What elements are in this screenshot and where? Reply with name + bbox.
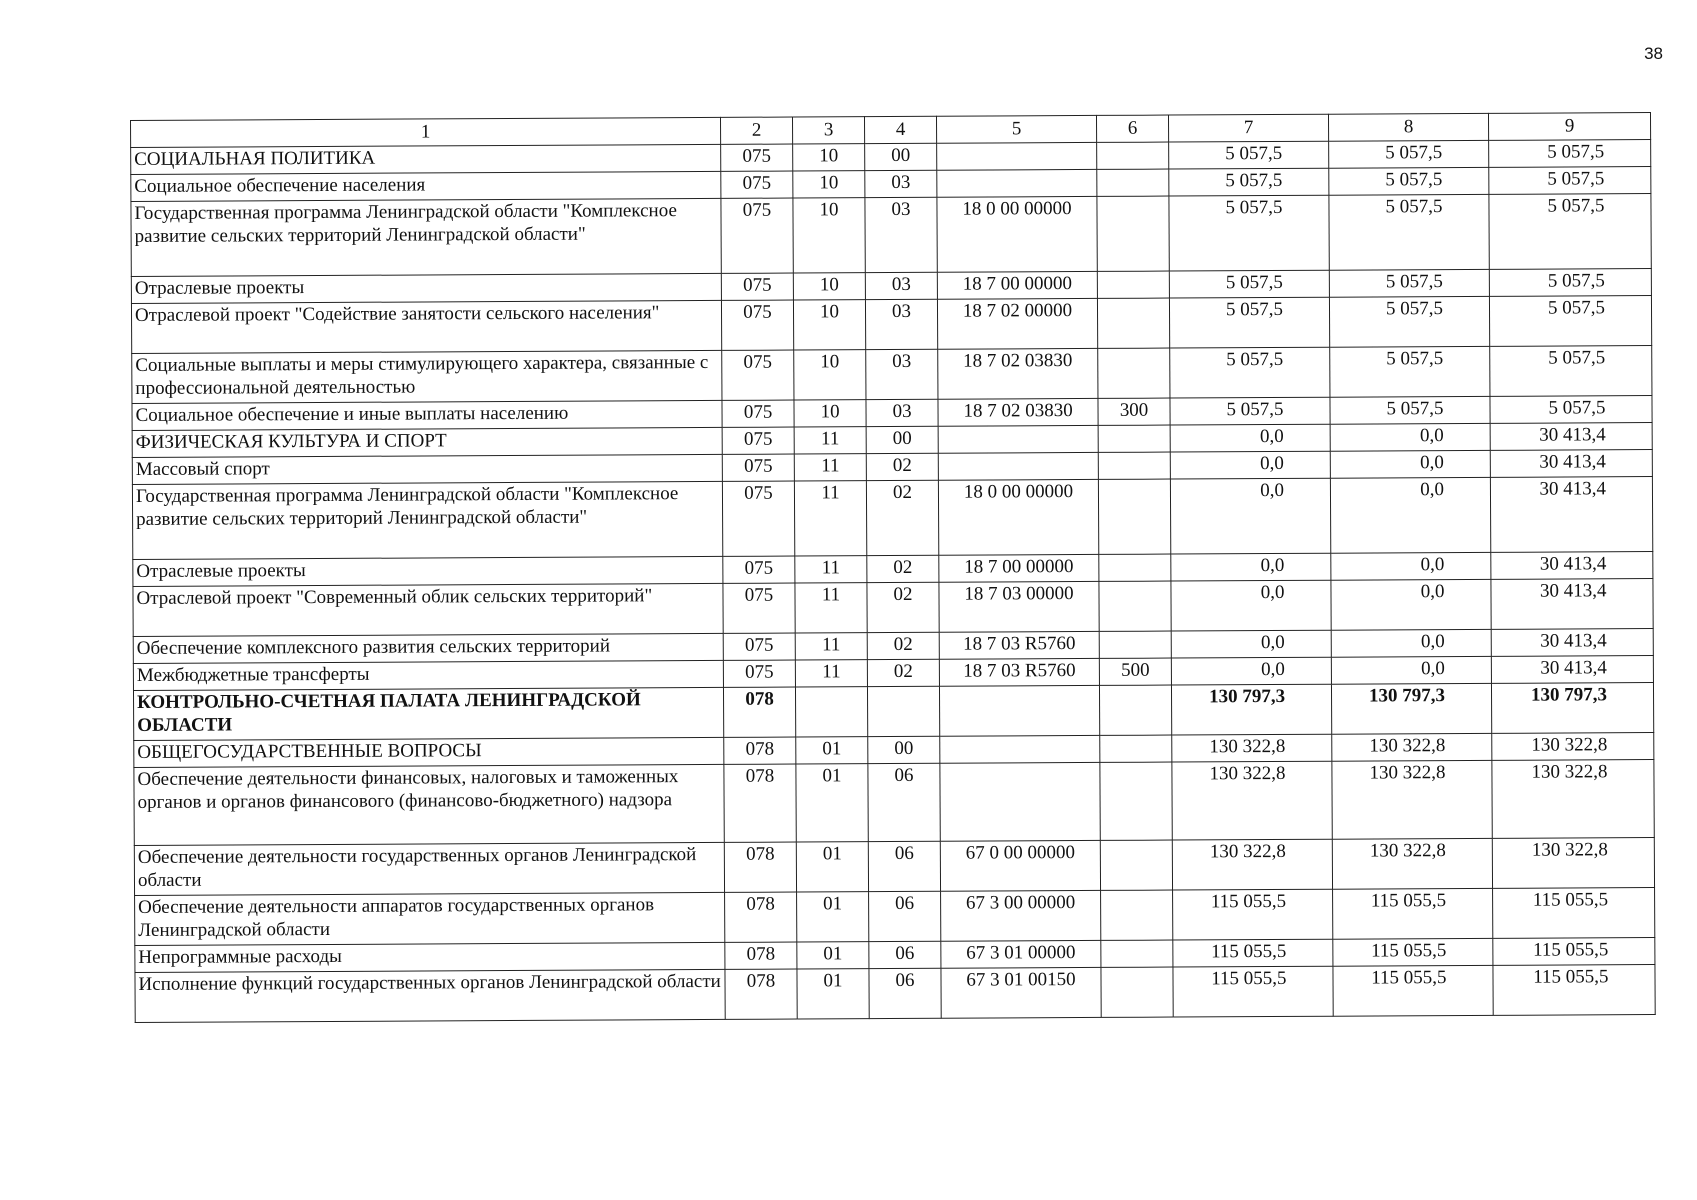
amount-col9-cell: 30 413,4 <box>1491 655 1653 683</box>
table-row <box>134 837 1654 895</box>
target-article-cell: 67 3 01 00150 <box>941 967 1101 1018</box>
target-article-cell: 18 7 03 R5760 <box>939 658 1099 686</box>
row-name-cell: Государственная программа Ленинградской области "Комплексное развитие сельских территорий Ленинградской области" <box>131 198 721 276</box>
subsection-cell: 00 <box>868 736 940 763</box>
ministry-code-cell: 075 <box>723 556 795 583</box>
amount-col9-cell: 30 413,4 <box>1490 422 1652 450</box>
section-cell: 11 <box>795 582 867 632</box>
amount-col8-cell: 5 057,5 <box>1329 269 1489 297</box>
section-cell: 10 <box>793 272 865 299</box>
target-article-cell: 18 7 02 03830 <box>938 348 1098 399</box>
amount-col9-cell: 130 797,3 <box>1491 682 1653 733</box>
expense-type-cell <box>1099 581 1171 631</box>
ministry-code-cell: 075 <box>723 633 795 660</box>
subsection-cell: 00 <box>866 426 938 453</box>
expense-type-cell <box>1099 631 1171 658</box>
amount-col7-cell: 5 057,5 <box>1169 195 1329 271</box>
section-cell: 01 <box>796 736 868 763</box>
amount-col8-cell: 5 057,5 <box>1329 296 1489 347</box>
expense-type-cell <box>1098 425 1170 452</box>
table-row <box>133 682 1653 740</box>
row-name-cell: Массовый спорт <box>132 454 722 484</box>
target-article-cell: 18 7 02 03830 <box>938 398 1098 426</box>
target-article-cell: 18 0 00 00000 <box>938 479 1098 555</box>
amount-col9-cell: 30 413,4 <box>1490 476 1652 552</box>
subsection-cell: 06 <box>869 968 941 1018</box>
expense-type-cell <box>1101 940 1173 967</box>
section-cell: 10 <box>793 170 865 197</box>
amount-col8-cell: 0,0 <box>1330 450 1490 478</box>
expense-type-cell <box>1099 685 1171 735</box>
subsection-cell: 02 <box>867 659 939 686</box>
ministry-code-cell: 075 <box>722 350 794 400</box>
row-name-cell: КОНТРОЛЬНО-СЧЕТНАЯ ПАЛАТА ЛЕНИНГРАДСКОЙ ОБЛАСТИ <box>133 687 723 740</box>
amount-col7-cell: 5 057,5 <box>1169 141 1329 169</box>
section-cell: 10 <box>793 299 865 349</box>
target-article-cell <box>937 142 1097 170</box>
table-row <box>132 476 1652 559</box>
expense-type-cell <box>1097 169 1169 196</box>
amount-col7-cell: 0,0 <box>1171 657 1331 685</box>
subsection-cell: 02 <box>867 555 939 582</box>
amount-col8-cell: 0,0 <box>1331 552 1491 580</box>
subsection-cell: 03 <box>865 299 937 349</box>
target-article-cell: 67 0 00 00000 <box>940 840 1100 891</box>
amount-col8-cell: 5 057,5 <box>1329 167 1489 195</box>
expense-type-cell: 300 <box>1098 398 1170 425</box>
target-article-cell: 18 7 00 00000 <box>939 554 1099 582</box>
column-header: 1 <box>131 117 721 147</box>
column-header: 5 <box>936 115 1096 143</box>
amount-col9-cell: 5 057,5 <box>1489 295 1651 346</box>
amount-col9-cell: 115 055,5 <box>1493 887 1655 938</box>
row-name-cell: Социальное обеспечение населения <box>131 171 721 201</box>
ministry-code-cell: 078 <box>724 764 796 842</box>
section-cell: 01 <box>797 968 869 1018</box>
section-cell: 01 <box>796 841 868 891</box>
amount-col7-cell: 115 055,5 <box>1173 966 1333 1017</box>
ministry-code-cell: 075 <box>722 400 794 427</box>
row-name-cell: Отраслевой проект "Содействие занятости сельского населения" <box>131 300 721 353</box>
row-name-cell: Обеспечение деятельности аппаратов государственных органов Ленинградской области <box>135 892 725 945</box>
target-article-cell: 18 7 00 00000 <box>937 271 1097 299</box>
amount-col7-cell: 115 055,5 <box>1173 889 1333 940</box>
target-article-cell: 18 7 03 R5760 <box>939 631 1099 659</box>
target-article-cell <box>940 735 1100 763</box>
column-header: 6 <box>1096 115 1168 142</box>
ministry-code-cell: 078 <box>725 942 797 969</box>
table-row <box>131 295 1651 353</box>
amount-col7-cell: 130 797,3 <box>1171 684 1331 735</box>
section-cell: 11 <box>794 453 866 480</box>
subsection-cell: 02 <box>866 480 938 555</box>
target-article-cell <box>938 425 1098 453</box>
subsection-cell: 03 <box>866 349 938 399</box>
ministry-code-cell: 075 <box>721 171 793 198</box>
amount-col7-cell: 5 057,5 <box>1169 168 1329 196</box>
ministry-code-cell: 075 <box>722 481 794 556</box>
ministry-code-cell: 075 <box>723 583 795 633</box>
subsection-cell: 03 <box>866 399 938 426</box>
amount-col9-cell: 30 413,4 <box>1491 628 1653 656</box>
expense-type-cell <box>1101 967 1173 1017</box>
row-name-cell: ФИЗИЧЕСКАЯ КУЛЬТУРА И СПОРТ <box>132 427 722 457</box>
ministry-code-cell: 075 <box>723 660 795 687</box>
amount-col8-cell: 115 055,5 <box>1333 888 1493 939</box>
amount-col9-cell: 5 057,5 <box>1489 268 1651 296</box>
amount-col8-cell: 130 322,8 <box>1332 733 1492 761</box>
ministry-code-cell: 075 <box>722 427 794 454</box>
row-name-cell: Обеспечение деятельности государственных органов Ленинградской области <box>134 842 724 895</box>
amount-col7-cell: 0,0 <box>1171 553 1331 581</box>
amount-col7-cell: 5 057,5 <box>1169 297 1329 348</box>
amount-col9-cell: 5 057,5 <box>1489 166 1651 194</box>
amount-col7-cell: 130 322,8 <box>1172 734 1332 762</box>
table-row <box>135 887 1655 945</box>
section-cell: 10 <box>794 399 866 426</box>
expense-type-cell <box>1097 142 1169 169</box>
amount-col9-cell: 5 057,5 <box>1489 139 1651 167</box>
target-article-cell: 18 0 00 00000 <box>937 196 1097 272</box>
amount-col8-cell: 0,0 <box>1330 423 1490 451</box>
amount-col7-cell: 115 055,5 <box>1173 939 1333 967</box>
amount-col9-cell: 5 057,5 <box>1489 193 1651 269</box>
ministry-code-cell: 078 <box>725 892 797 942</box>
row-name-cell: Исполнение функций государственных органов Ленинградской области <box>135 969 725 1022</box>
section-cell: 01 <box>796 763 868 841</box>
section-cell: 10 <box>793 143 865 170</box>
amount-col8-cell: 5 057,5 <box>1329 140 1489 168</box>
amount-col7-cell: 5 057,5 <box>1169 270 1329 298</box>
amount-col7-cell: 5 057,5 <box>1170 347 1330 398</box>
expense-type-cell <box>1098 452 1170 479</box>
amount-col7-cell: 130 322,8 <box>1172 839 1332 890</box>
subsection-cell: 06 <box>869 941 941 968</box>
amount-col8-cell: 0,0 <box>1331 656 1491 684</box>
column-header: 9 <box>1488 113 1650 141</box>
subsection-cell: 06 <box>869 891 941 941</box>
ministry-code-cell: 075 <box>722 454 794 481</box>
amount-col8-cell: 5 057,5 <box>1330 346 1490 397</box>
row-name-cell: Межбюджетные трансферты <box>133 660 723 690</box>
target-article-cell <box>939 685 1099 736</box>
amount-col7-cell: 0,0 <box>1171 630 1331 658</box>
row-name-cell: Социальное обеспечение и иные выплаты населению <box>132 400 722 430</box>
amount-col9-cell: 115 055,5 <box>1493 937 1655 965</box>
column-header: 4 <box>864 116 936 143</box>
subsection-cell: 02 <box>867 582 939 632</box>
subsection-cell: 06 <box>868 763 940 841</box>
row-name-cell: Обеспечение комплексного развития сельских территорий <box>133 633 723 663</box>
amount-col7-cell: 130 322,8 <box>1172 761 1332 840</box>
section-cell <box>795 686 867 736</box>
section-cell: 10 <box>793 197 865 272</box>
ministry-code-cell: 078 <box>724 737 796 764</box>
target-article-cell <box>938 452 1098 480</box>
subsection-cell <box>867 686 939 736</box>
column-header: 3 <box>792 117 864 144</box>
ministry-code-cell: 075 <box>721 300 793 350</box>
subsection-cell: 02 <box>867 632 939 659</box>
section-cell: 01 <box>797 941 869 968</box>
budget-table <box>130 112 1656 1023</box>
amount-col8-cell: 0,0 <box>1331 579 1491 630</box>
target-article-cell: 18 7 03 00000 <box>939 581 1099 632</box>
section-cell: 11 <box>795 659 867 686</box>
subsection-cell: 06 <box>868 841 940 891</box>
expense-type-cell <box>1100 840 1172 890</box>
table-row <box>131 193 1651 276</box>
target-article-cell <box>940 762 1100 841</box>
expense-type-cell <box>1098 348 1170 398</box>
target-article-cell <box>937 169 1097 197</box>
expense-type-cell: 500 <box>1099 658 1171 685</box>
amount-col7-cell: 0,0 <box>1170 424 1330 452</box>
target-article-cell: 67 3 00 00000 <box>941 890 1101 941</box>
subsection-cell: 03 <box>865 272 937 299</box>
amount-col8-cell: 130 322,8 <box>1332 838 1492 889</box>
table-row <box>135 964 1655 1022</box>
amount-col9-cell: 5 057,5 <box>1490 395 1652 423</box>
row-name-cell: Государственная программа Ленинградской области "Комплексное развитие сельских территорий Ленинградской области" <box>132 481 722 559</box>
section-cell: 11 <box>794 480 866 555</box>
expense-type-cell <box>1097 298 1169 348</box>
amount-col8-cell: 0,0 <box>1330 477 1490 553</box>
target-article-cell: 67 3 01 00000 <box>941 940 1101 968</box>
amount-col9-cell: 115 055,5 <box>1493 964 1655 1015</box>
row-name-cell: Отраслевые проекты <box>131 273 721 303</box>
amount-col8-cell: 5 057,5 <box>1329 194 1489 270</box>
amount-col8-cell: 130 322,8 <box>1332 760 1492 839</box>
page-number: 38 <box>1644 44 1663 63</box>
expense-type-cell <box>1101 890 1173 940</box>
amount-col8-cell: 115 055,5 <box>1333 965 1493 1016</box>
row-name-cell: Отраслевые проекты <box>133 556 723 586</box>
amount-col9-cell: 130 322,8 <box>1492 732 1654 760</box>
amount-col9-cell: 30 413,4 <box>1491 551 1653 579</box>
amount-col9-cell: 5 057,5 <box>1490 345 1652 396</box>
subsection-cell: 03 <box>865 170 937 197</box>
expense-type-cell <box>1097 271 1169 298</box>
row-name-cell: СОЦИАЛЬНАЯ ПОЛИТИКА <box>131 144 721 174</box>
section-cell: 11 <box>795 555 867 582</box>
amount-col7-cell: 0,0 <box>1170 478 1330 554</box>
amount-col8-cell: 130 797,3 <box>1331 683 1491 734</box>
amount-col8-cell: 5 057,5 <box>1330 396 1490 424</box>
table-row <box>132 345 1652 403</box>
row-name-cell: Непрограммные расходы <box>135 942 725 972</box>
amount-col9-cell: 130 322,8 <box>1492 759 1654 838</box>
amount-col7-cell: 0,0 <box>1171 580 1331 631</box>
ministry-code-cell: 078 <box>724 842 796 892</box>
section-cell: 10 <box>794 349 866 399</box>
expense-type-cell <box>1098 479 1170 554</box>
ministry-code-cell: 075 <box>721 198 793 273</box>
expense-type-cell <box>1097 196 1169 271</box>
expense-type-cell <box>1100 762 1172 840</box>
expense-type-cell <box>1100 735 1172 762</box>
amount-col8-cell: 0,0 <box>1331 629 1491 657</box>
amount-col7-cell: 5 057,5 <box>1170 397 1330 425</box>
table-row <box>134 759 1654 845</box>
subsection-cell: 02 <box>866 453 938 480</box>
table-row <box>133 578 1653 636</box>
section-cell: 11 <box>794 426 866 453</box>
amount-col9-cell: 30 413,4 <box>1491 578 1653 629</box>
amount-col7-cell: 0,0 <box>1170 451 1330 479</box>
column-header: 8 <box>1328 113 1488 141</box>
target-article-cell: 18 7 02 00000 <box>937 298 1097 349</box>
row-name-cell: ОБЩЕГОСУДАРСТВЕННЫЕ ВОПРОСЫ <box>134 737 724 767</box>
section-cell: 01 <box>797 891 869 941</box>
row-name-cell: Обеспечение деятельности финансовых, налоговых и таможенных органов и органов финансового (финансово-бюджетного) надзора <box>134 764 724 845</box>
ministry-code-cell: 078 <box>725 969 797 1019</box>
ministry-code-cell: 075 <box>721 273 793 300</box>
ministry-code-cell: 078 <box>723 687 795 737</box>
row-name-cell: Социальные выплаты и меры стимулирующего характера, связанные с профессиональной деятельностью <box>132 350 722 403</box>
section-cell: 11 <box>795 632 867 659</box>
row-name-cell: Отраслевой проект "Современный облик сельских территорий" <box>133 583 723 636</box>
column-header: 7 <box>1168 114 1328 142</box>
amount-col9-cell: 130 322,8 <box>1492 837 1654 888</box>
table-body <box>131 139 1656 1022</box>
budget-table-container <box>130 112 1655 1023</box>
ministry-code-cell: 075 <box>721 144 793 171</box>
expense-type-cell <box>1099 554 1171 581</box>
subsection-cell: 03 <box>865 197 937 272</box>
subsection-cell: 00 <box>865 143 937 170</box>
amount-col8-cell: 115 055,5 <box>1333 938 1493 966</box>
amount-col9-cell: 30 413,4 <box>1490 449 1652 477</box>
column-header: 2 <box>720 117 792 144</box>
